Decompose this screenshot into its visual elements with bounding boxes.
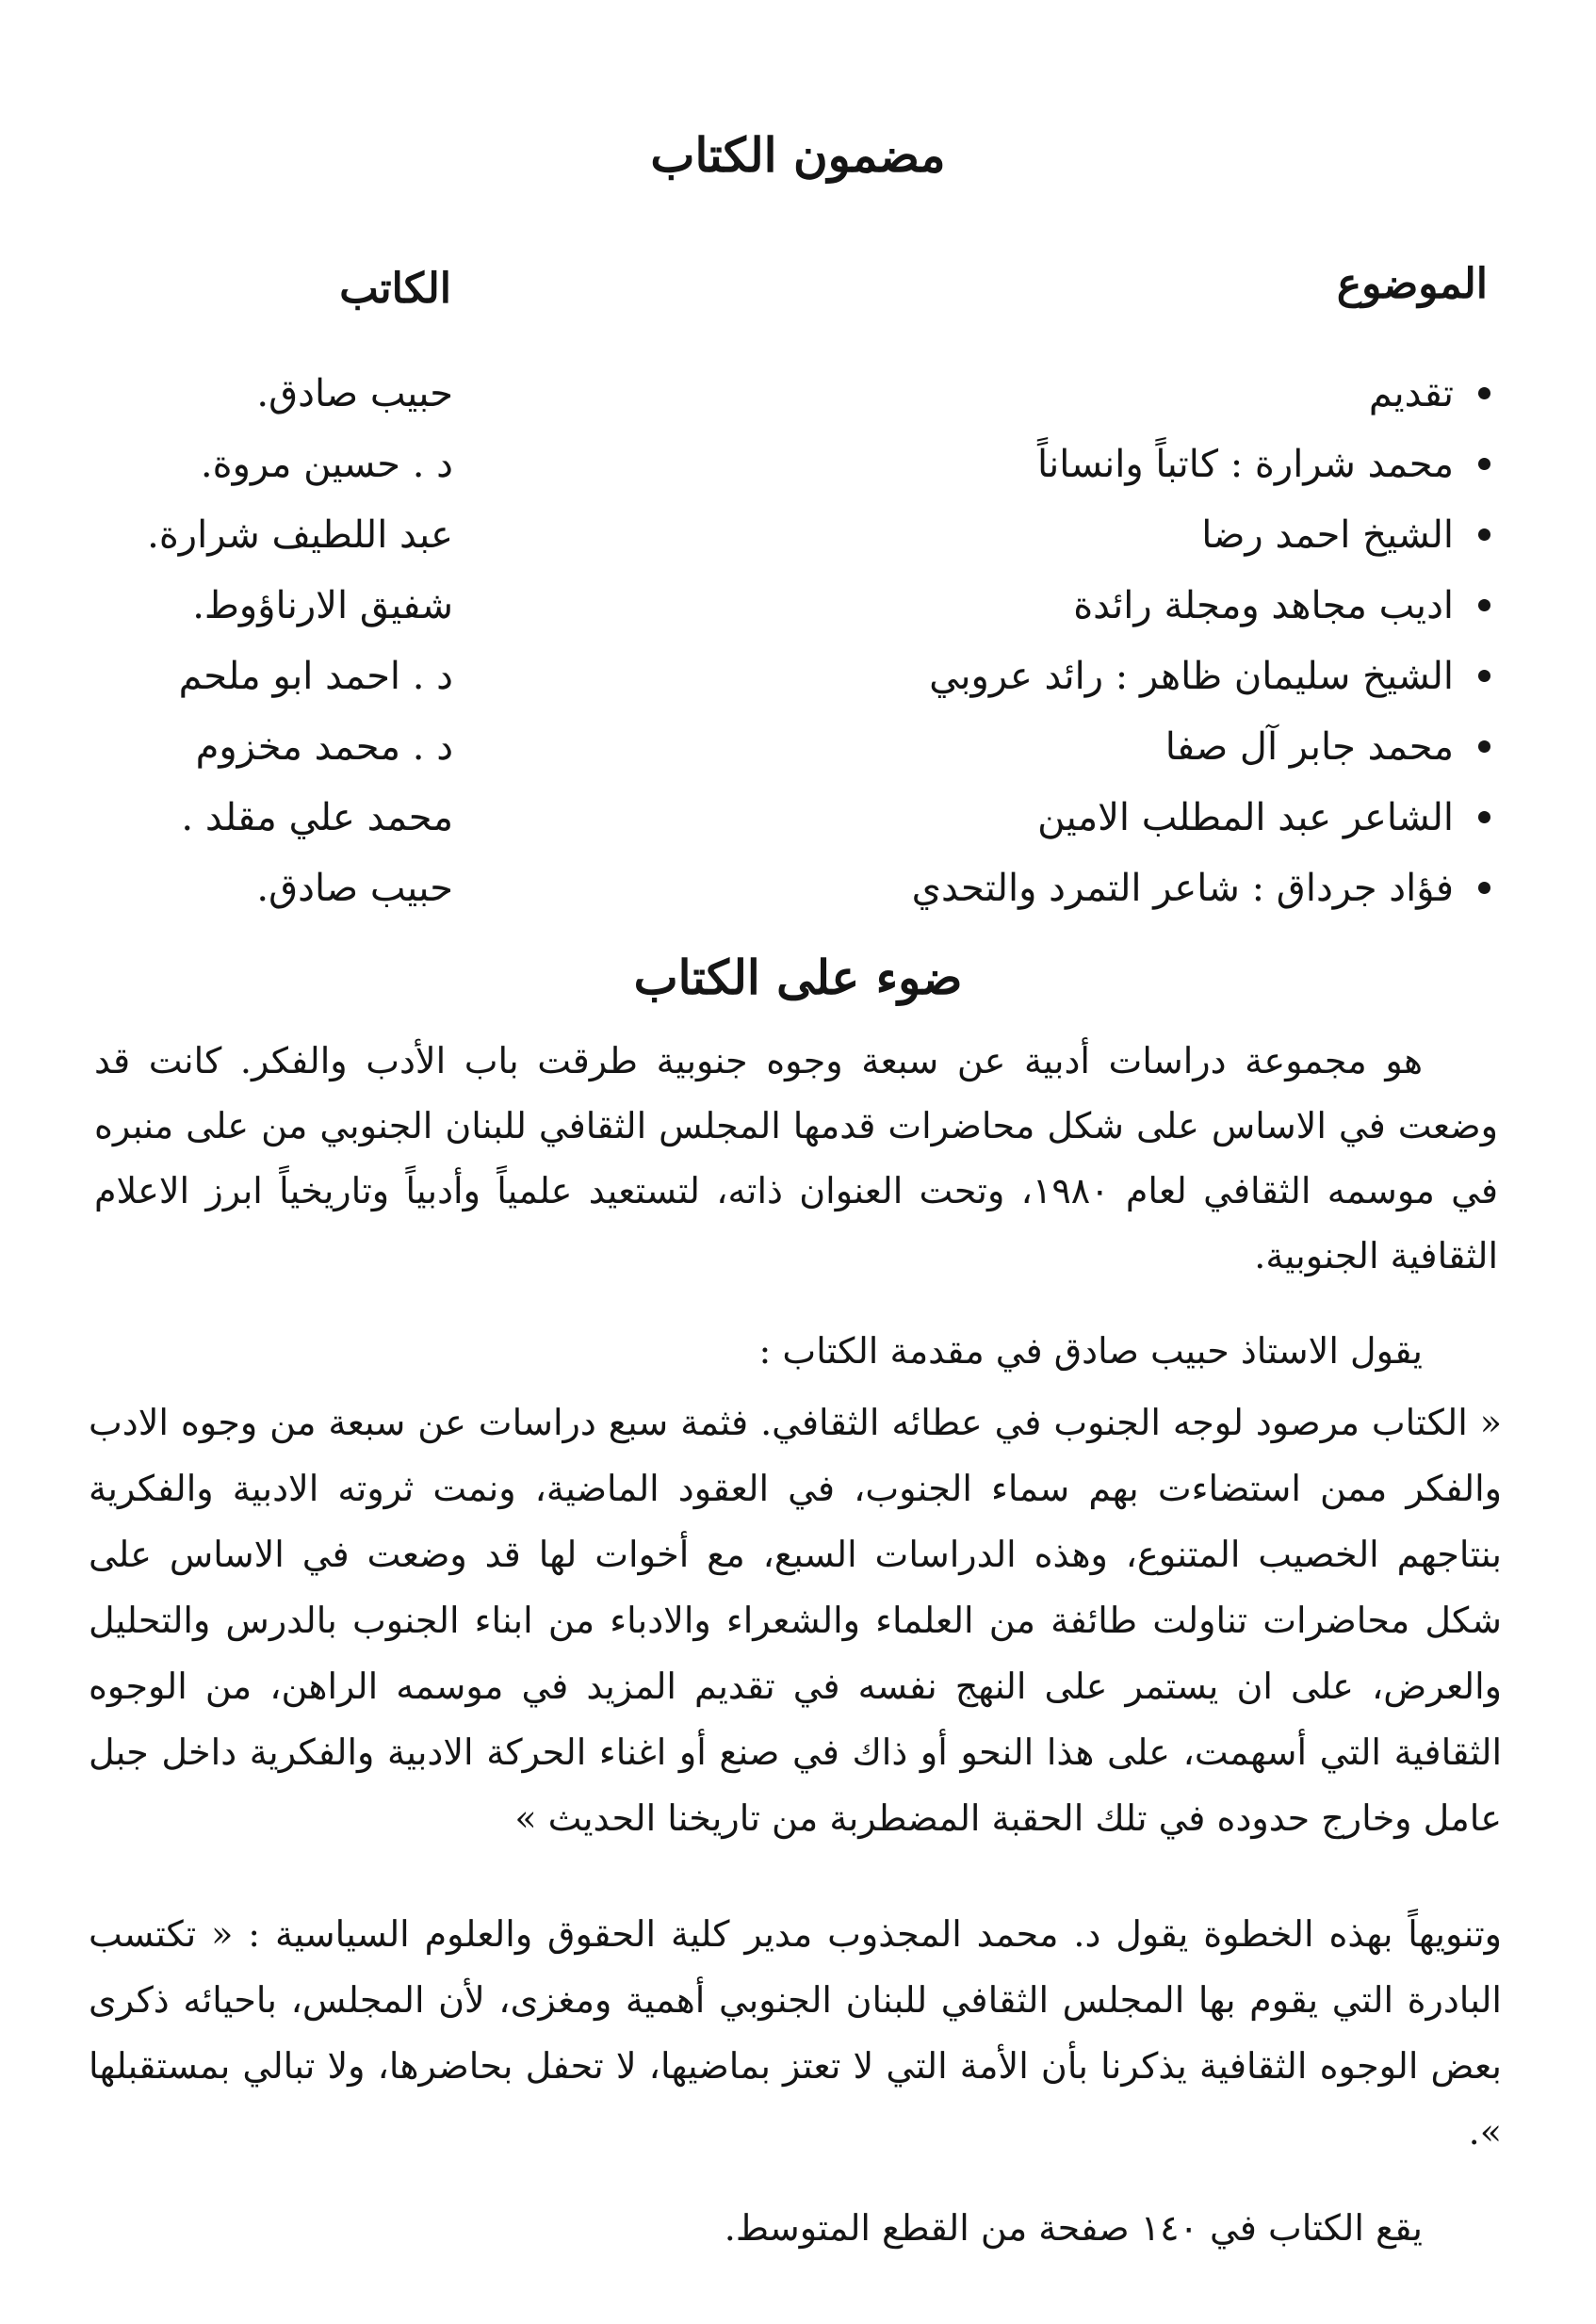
topics-list: [774, 358, 1490, 923]
section-title: ضوء على الكتاب: [633, 950, 963, 1005]
author-item: عبد اللطيف شرارة.: [147, 512, 453, 557]
author-item: حبيب صادق.: [256, 371, 453, 415]
topic-label: الشاعر عبد المطلب الامين: [1037, 795, 1454, 839]
bullet-icon: [1478, 387, 1490, 399]
topic-label: تقديم: [1368, 371, 1454, 415]
bullet-icon: [1478, 599, 1490, 611]
topic-item: [774, 853, 1490, 923]
quote-paragraph: « الكتاب مرصود لوجه الجنوب في عطائه الثقافي. فثمة سبع دراسات عن سبعة من وجوه الادب والفكر ممن استضاءت بهم سماء الجنوب، في العقود الماضية، ونمت ثروته الادبية والفكرية بنتاجهم الخصيب المتنوع، وهذه الدراسات السبع، مع أخوات لها قد وضعت في الاساس على شكل محاضرات تناولت طائفة من العلماء والشعراء والادباء من ابناء الجنوب بالدرس والتحليل والعرض، على ان يستمر على النهج نفسه في تقديم المزيد في موسمه الراهن، من الوجوه الثقافية التي أسهمت، على هذا النحو أو ذاك في صنع أو اغناء الحركة الادبية والفكرية داخل جبل عامل وخارج حدوده في تلك الحقبة المضطربة من تاريخنا الحديث »: [89, 1402, 1502, 1839]
author-item: شفيق الارناؤوط.: [192, 583, 453, 627]
page-title: مضمون الكتاب: [650, 127, 946, 183]
author-column-header: الكاتب: [339, 265, 451, 313]
quote-intro-paragraph: يقول الاستاذ حبيب صادق في مقدمة الكتاب :: [758, 1330, 1423, 1372]
author-item: د . احمد ابو ملحم: [178, 654, 453, 698]
bullet-icon: [1478, 670, 1490, 682]
topic-label: محمد شرارة : كاتباً وانساناً: [1036, 442, 1454, 486]
bullet-icon: [1478, 811, 1490, 823]
topic-column-header: الموضوع: [1336, 260, 1488, 308]
topic-label: فؤاد جرداق : شاعر التمرد والتحدي: [911, 866, 1454, 910]
topic-item: [774, 499, 1490, 570]
tribute-paragraph: وتنويهاً بهذه الخطوة يقول د. محمد المجذوب مدير كلية الحقوق والعلوم السياسية : « تكتسب البادرة التي يقوم بها المجلس الثقافي للبنان الجنوبي أهمية ومغزى، لأن المجلس، باحيائه ذكرى بعض الوجوه الثقافية يذكرنا بأن الأمة التي لا تعتز بماضيها، لا تحفل بحاضرها، ولا تبالي بمستقبلها ».: [89, 1913, 1502, 2153]
bullet-icon: [1478, 458, 1490, 470]
topic-item: [774, 429, 1490, 499]
authors-list: [57, 358, 453, 923]
bullet-icon: [1478, 528, 1490, 541]
author-item: حبيب صادق.: [256, 866, 453, 910]
topic-item: [774, 711, 1490, 782]
topic-item: [774, 358, 1490, 429]
topic-label: اديب مجاهد ومجلة رائدة: [1073, 583, 1454, 627]
author-item: د . محمد مخزوم: [195, 724, 453, 769]
closing-paragraph: يقع الكتاب في ١٤٠ صفحة من القطع المتوسط.: [724, 2207, 1423, 2249]
bullet-icon: [1478, 740, 1490, 753]
topic-item: [774, 570, 1490, 641]
topic-label: الشيخ سليمان ظاهر : رائد عروبي: [929, 654, 1454, 698]
topic-item: [774, 782, 1490, 853]
topic-label: محمد جابر آل صفا: [1164, 724, 1454, 769]
bullet-icon: [1478, 882, 1490, 894]
author-item: د . حسين مروة.: [200, 442, 453, 486]
author-item: محمد علي مقلد .: [181, 795, 453, 839]
topic-label: الشيخ احمد رضا: [1201, 512, 1454, 557]
topic-item: [774, 641, 1490, 711]
intro-paragraph: هو مجموعة دراسات أدبية عن سبعة وجوه جنوبية طرقت باب الأدب والفكر. كانت قد وضعت في الاساس على شكل محاضرات قدمها المجلس الثقافي للبنان الجنوبي من على منبره في موسمه الثقافي لعام ١٩٨٠، وتحت العنوان ذاته، لتستعيد علمياً وأدبياً وتاريخياً ابرز الاعلام الثقافية الجنوبية.: [94, 1040, 1499, 1276]
